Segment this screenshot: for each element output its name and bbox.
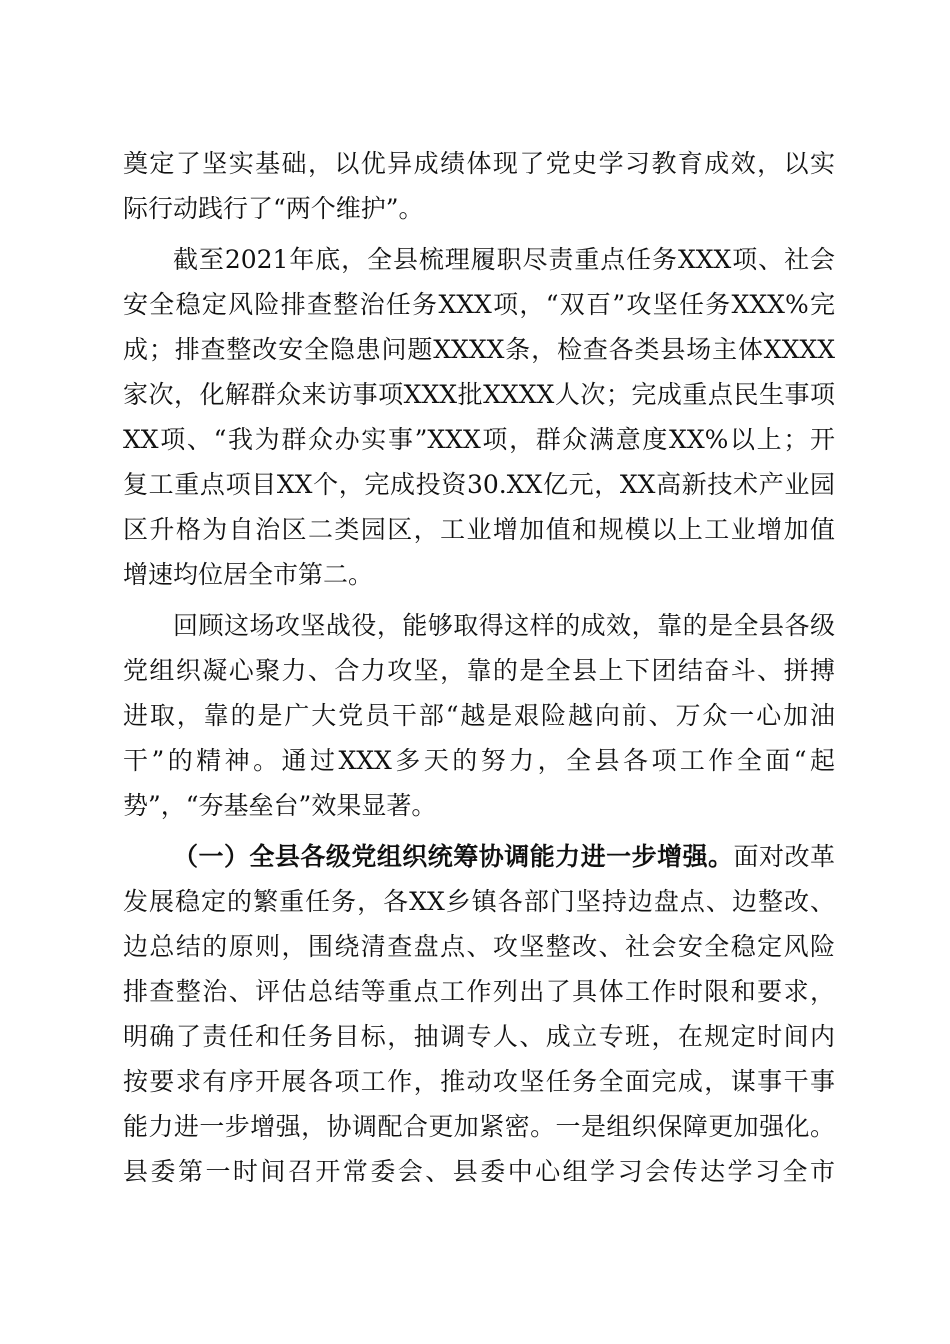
section-heading: （一）全县各级党组织统筹协调能力进一步增强。 xyxy=(173,842,734,871)
paragraph-line: 截至2021年底，全县梳理履职尽责重点任务XXX项、社会 xyxy=(173,245,835,274)
paragraph-line: 增速均位居全市第二。 xyxy=(123,560,374,589)
paragraph-line: 势”，“夯基垒台”效果显著。 xyxy=(123,791,437,820)
paragraph-line: 党组织凝心聚力、合力攻坚，靠的是全县上下团结奋斗、拼搏 xyxy=(123,656,835,685)
paragraph-line: 排查整治、评估总结等重点工作列出了具体工作时限和要求， xyxy=(123,977,835,1006)
paragraph-line: 回顾这场攻坚战役，能够取得这样的成效，靠的是全县各级 xyxy=(173,611,835,640)
paragraph-line: 家次，化解群众来访事项XXX批XXXX人次；完成重点民生事项 xyxy=(123,380,835,409)
paragraph-line: 能力进一步增强，协调配合更加紧密。一是组织保障更加强化。 xyxy=(123,1112,835,1141)
paragraph-line: 际行动践行了“两个维护”。 xyxy=(123,194,424,223)
paragraph-line: 成；排查整改安全隐患问题XXXX条，检查各类县场主体XXXX xyxy=(123,335,835,364)
paragraph-line: XX项、“我为群众办实事”XXX项，群众满意度XX%以上；开 xyxy=(123,425,835,454)
paragraph-line: 发展稳定的繁重任务，各XX乡镇各部门坚持边盘点、边整改、 xyxy=(123,887,835,916)
paragraph-line: 区升格为自治区二类园区，工业增加值和规模以上工业增加值 xyxy=(123,515,835,544)
paragraph-line: 明确了责任和任务目标，抽调专人、成立专班，在规定时间内 xyxy=(123,1022,835,1051)
paragraph-line: 干”的精神。通过XXX多天的努力，全县各项工作全面“起 xyxy=(123,746,835,775)
paragraph-line: 进取，靠的是广大党员干部“越是艰险越向前、万众一心加油 xyxy=(123,701,835,730)
paragraph-line: 按要求有序开展各项工作，推动攻坚任务全面完成，谋事干事 xyxy=(123,1067,835,1096)
paragraph-text: 面对改革 xyxy=(733,842,835,871)
document-body xyxy=(123,141,835,1194)
paragraph-line: 安全稳定风险排查整治任务XXX项，“双百”攻坚任务XXX%完 xyxy=(123,290,835,319)
paragraph-line: 县委第一时间召开常委会、县委中心组学习会传达学习全市 xyxy=(123,1157,835,1186)
paragraph-line: 边总结的原则，围绕清查盘点、攻坚整改、社会安全稳定风险 xyxy=(123,932,835,961)
paragraph-line: 奠定了坚实基础，以优异成绩体现了党史学习教育成效，以实 xyxy=(123,149,835,178)
section-heading-line xyxy=(123,834,835,879)
paragraph-line: 复工重点项目XX个，完成投资30.XX亿元，XX高新技术产业园 xyxy=(123,470,835,499)
